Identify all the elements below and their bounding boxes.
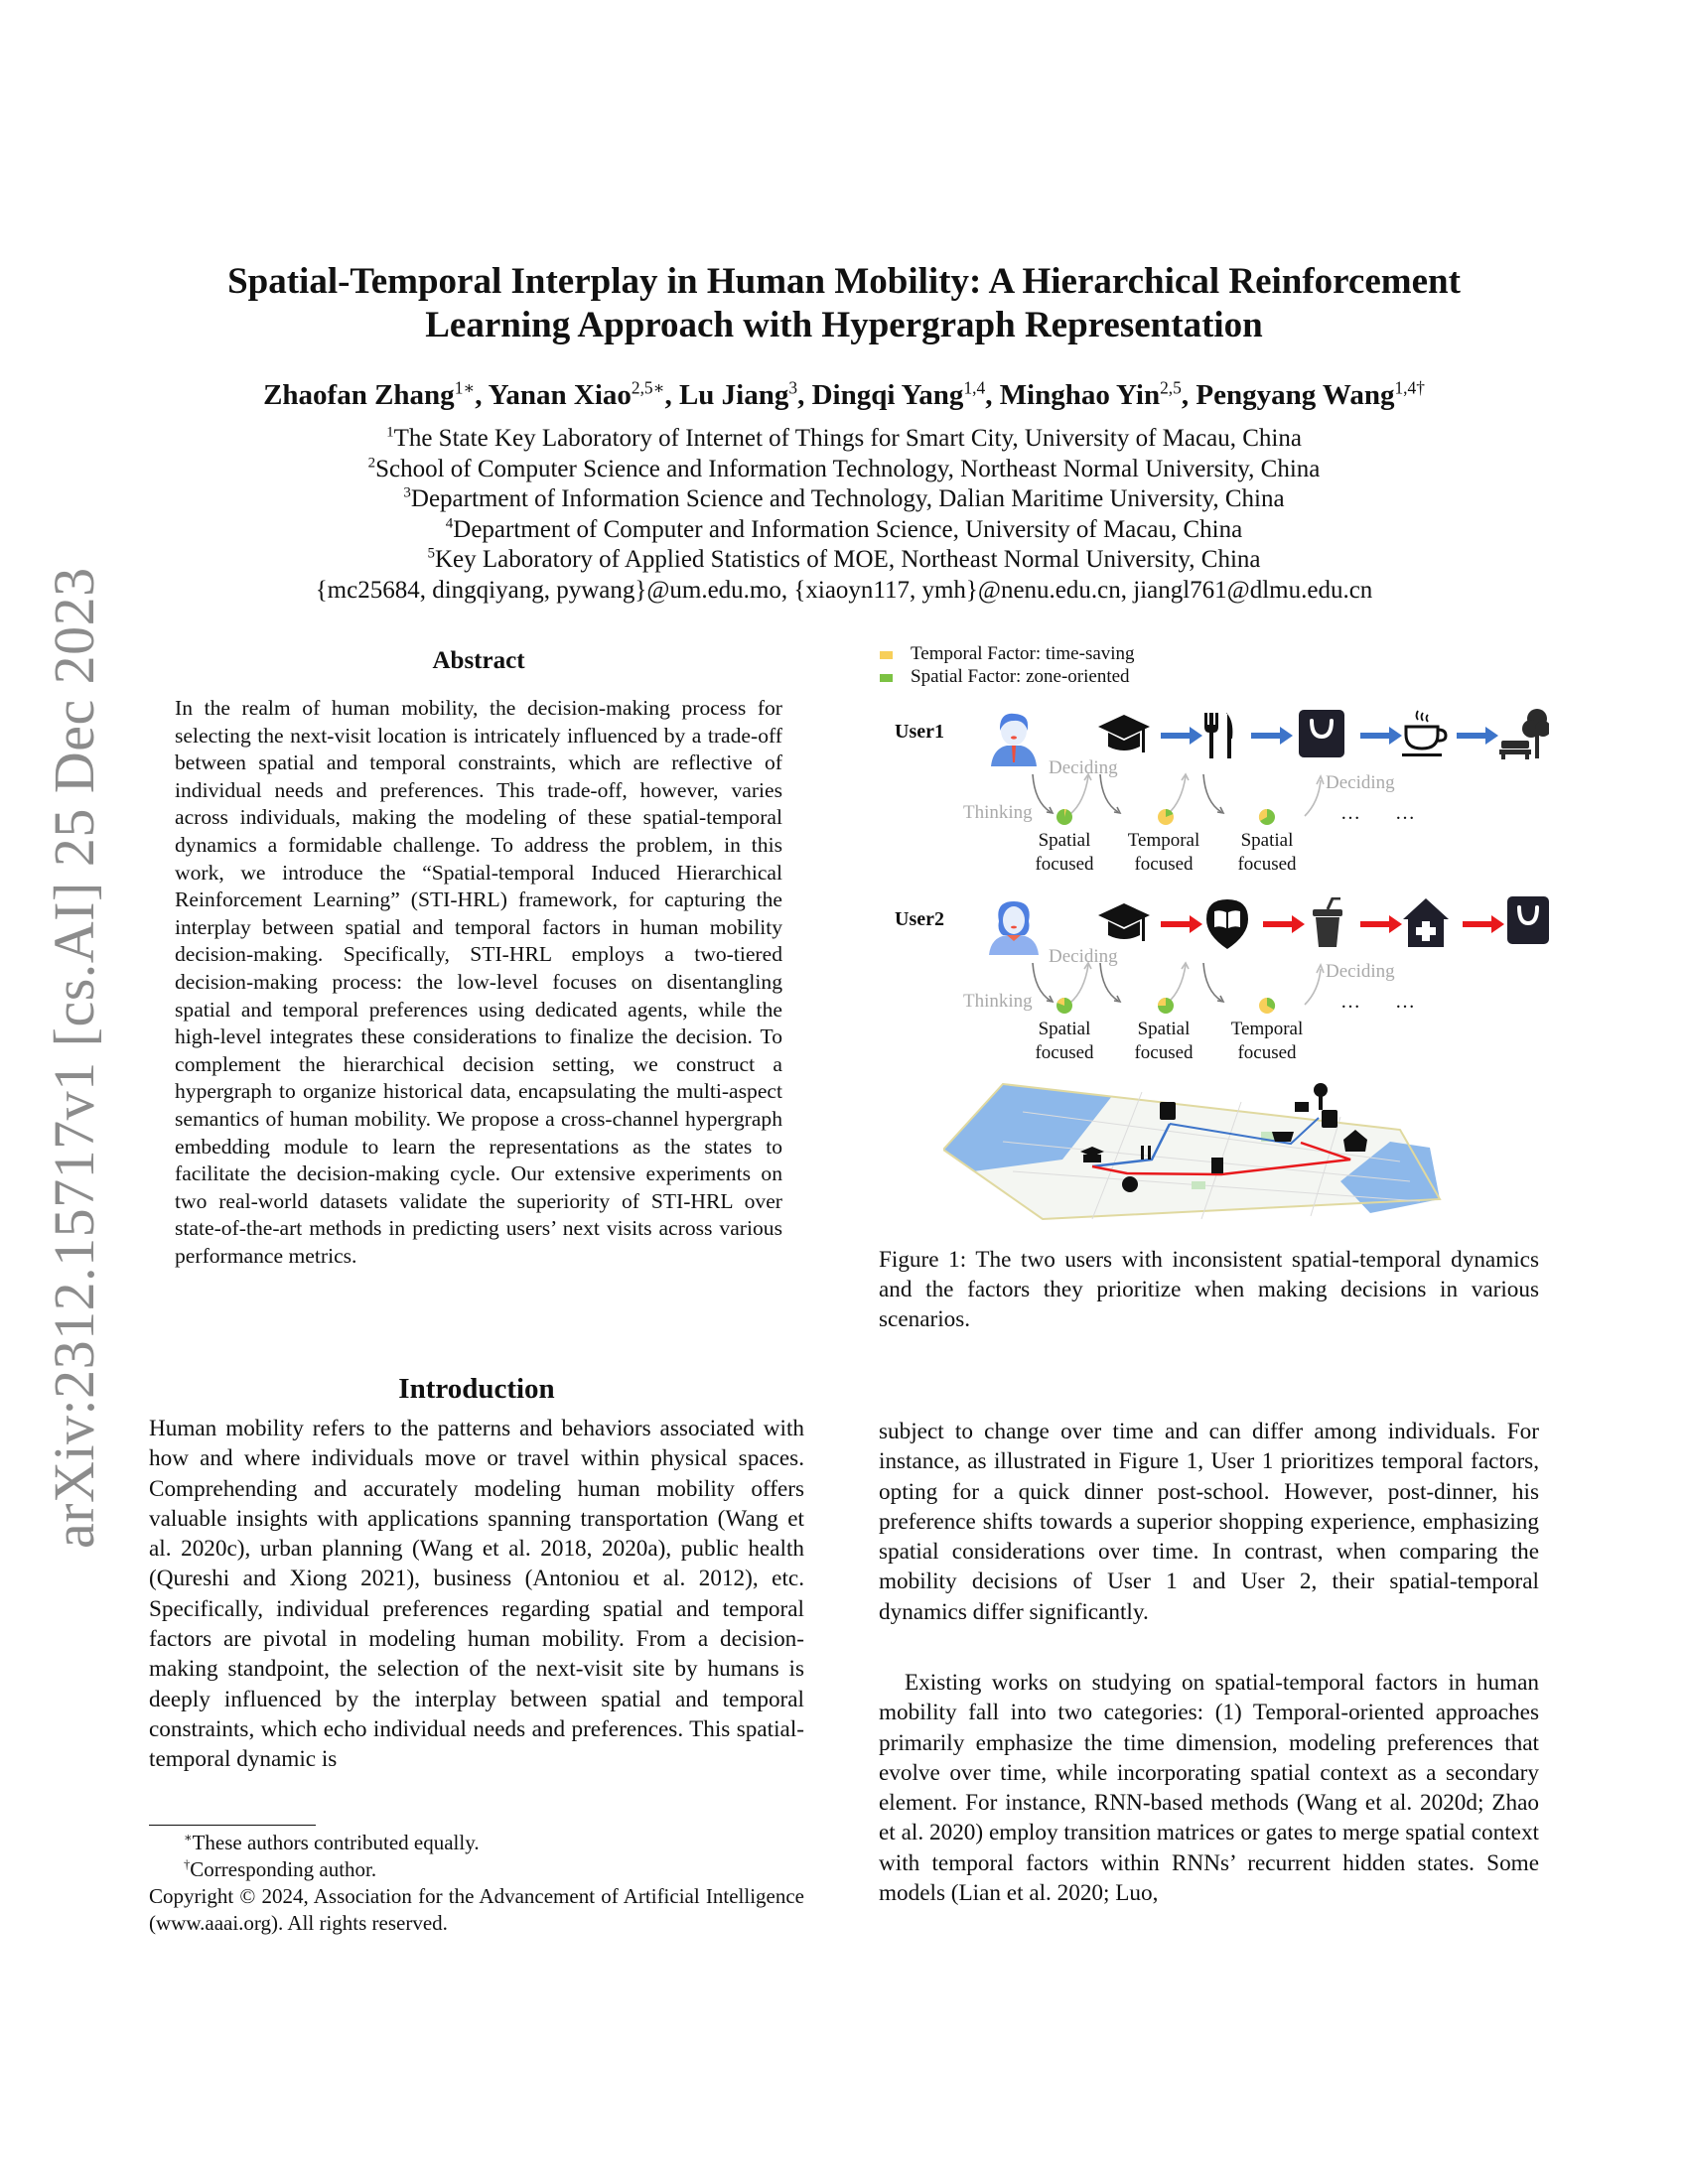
spatial-pie-icon bbox=[1157, 997, 1175, 1015]
introduction-heading: Introduction bbox=[398, 1373, 555, 1405]
shopping-bag-icon bbox=[1298, 709, 1345, 758]
transition-arrow-blue bbox=[1457, 733, 1486, 739]
figure-1 bbox=[874, 643, 1549, 1229]
ellipsis: … bbox=[1340, 802, 1362, 824]
library-pin-icon bbox=[1204, 897, 1250, 951]
user2-label: User2 bbox=[895, 908, 944, 930]
affiliation: $^2$School of Computer Science and Information Technology, Northeast Normal University, China bbox=[367, 455, 1321, 482]
abstract-body: In the realm of human mobility, the decision-making process for selecting the next-visit location is intricately influenced by a trade-off between spatial and temporal constraints, which are reflective of individual needs and preferences. This trade-off, however, varies across individuals, making the modeling of these spatial-temporal dynamics a formidable challenge. To address the problem, in this work, we introduce the “Spatial-temporal Induced Hierarchical Reinforcement Learning” (STI-HRL) framework, for capturing the interplay between spatial and temporal factors in human mobility decision-making. Specifically, STI-HRL employs a two-tiered decision-making process: the low-level focuses on disentangling spatial and temporal preferences using dedicated agents, while the high-level integrates these considerations to finalize the decision. To complement the hierarchical decision setting, we construct a hypergraph to organize historical data, encapsulating the multi-aspect semantics of human mobility. We propose a cross-channel hypergraph embedding module to learn the representations as the states to facilitate the decision-making cycle. Our extensive experiments on two real-world datasets validate the superiority of STI-HRL over state-of-the-art methods in predicting users’ next visits across various performance metrics. bbox=[175, 696, 782, 1268]
footnote-rule bbox=[149, 1825, 316, 1826]
park-bench-tree-icon bbox=[1499, 705, 1549, 760]
copyright-notice: Copyright © 2024, Association for the Advancement of Artificial Intelligence (www.aaai.org). All rights reserved. bbox=[149, 1884, 804, 1935]
affiliation: $^3$Department of Information Science and Technology, Dalian Maritime University, China bbox=[403, 484, 1285, 512]
temporal-pie-icon bbox=[1258, 997, 1276, 1015]
fork-knife-icon bbox=[1201, 711, 1237, 760]
author: Pengyang Wang$^{1,4\dagger}$ bbox=[1196, 377, 1425, 411]
thinking-label: Thinking bbox=[963, 991, 1033, 1012]
transition-arrow-red bbox=[1360, 921, 1390, 927]
author-list: Zhaofan Zhang$^{1∗}$, Yanan Xiao$^{2,5∗}$, Lu Jiang$^3$, Dingqi Yang$^{1,4}$, Minghao Yin$^{2,5}$, Pengyang Wang$^{1,4\dagger}$ bbox=[263, 377, 1425, 411]
introduction-paragraph-1-continued: subject to change over time and can differ among individuals. For instance, as illustrated in Figure 1, User 1 prioritizes temporal factors, opting for a quick dinner post-school. However, post-dinner, his preference shifts towards a superior shopping experience, emphasizing spatial considerations over time. In contrast, when comparing the mobility decisions of User 1 and User 2, their spatial-temporal dynamics differ significantly. bbox=[879, 1419, 1539, 1625]
decision-flow-arrows bbox=[1023, 762, 1360, 832]
footnote-corresponding-author: †Corresponding author. bbox=[184, 1857, 377, 1881]
author: Minghao Yin$^{2,5}$ bbox=[999, 377, 1182, 411]
title-line-2: Learning Approach with Hypergraph Representation bbox=[425, 305, 1263, 345]
footnotes bbox=[149, 1830, 804, 1937]
figure-1-caption: Figure 1: The two users with inconsistent spatial-temporal dynamics and the factors they prioritize when making decisions in various scenarios. bbox=[879, 1247, 1539, 1332]
author: Lu Jiang$^3$ bbox=[678, 377, 798, 411]
abstract-heading: Abstract bbox=[432, 647, 525, 674]
focus-label: Spatial focused bbox=[1237, 830, 1297, 875]
temporal-swatch-icon bbox=[880, 651, 893, 659]
legend-item-temporal: Temporal Factor: time-saving bbox=[880, 643, 1135, 665]
deciding-label: Deciding bbox=[1326, 772, 1395, 793]
deciding-label: Deciding bbox=[1049, 946, 1118, 967]
graduation-cap-icon bbox=[1098, 901, 1150, 947]
thinking-label: Thinking bbox=[963, 802, 1033, 823]
male-user-avatar-icon bbox=[985, 709, 1043, 766]
focus-label: Spatial focused bbox=[1035, 830, 1094, 875]
legend-item-spatial: Spatial Factor: zone-oriented bbox=[880, 666, 1130, 688]
transition-arrow-red bbox=[1263, 921, 1293, 927]
city-map-trajectory-illustration bbox=[943, 1072, 1470, 1221]
hospital-icon bbox=[1402, 897, 1450, 949]
decision-flow-arrows bbox=[1023, 951, 1360, 1021]
deciding-label: Deciding bbox=[1049, 757, 1118, 778]
arxiv-identifier-stamp: arXiv:2312.15717v1 [cs.AI] 25 Dec 2023 bbox=[42, 567, 106, 1549]
spatial-pie-icon bbox=[1055, 997, 1073, 1015]
author-emails: {mc25684, dingqiyang, pywang}@um.edu.mo, {xiaoyn117, ymh}@nenu.edu.cn, jiangl761@dlmu.edu.cn bbox=[315, 576, 1373, 604]
transition-arrow-red bbox=[1161, 921, 1191, 927]
spatial-pie-icon bbox=[1055, 808, 1073, 826]
affiliation: $^1$The State Key Laboratory of Internet of Things for Smart City, University of Macau, China bbox=[386, 424, 1302, 452]
paper-title bbox=[149, 260, 1539, 347]
affiliation-list bbox=[149, 424, 1539, 606]
introduction-paragraph-2: Existing works on studying on spatial-temporal factors in human mobility fall into two categories: (1) Temporal-oriented approaches primarily emphasize the time dimension, modeling preferences that evolve over time, while incorporating spatial context as a secondary element. For instance, RNN-based methods (Wang et al. 2020d; Zhao et al. 2020) employ transition matrices or gates to merge spatial context with temporal factors within RNNs’ recurrent hidden states. Some models (Lian et al. 2020; Luo, bbox=[879, 1670, 1539, 1907]
author: Dingqi Yang$^{1,4}$ bbox=[811, 377, 986, 411]
temporal-pie-icon bbox=[1157, 808, 1175, 826]
focus-label: Spatial focused bbox=[1134, 1019, 1194, 1063]
deciding-label: Deciding bbox=[1326, 961, 1395, 982]
author: Zhaofan Zhang$^{1∗}$ bbox=[263, 377, 476, 411]
ellipsis: … bbox=[1395, 802, 1417, 824]
introduction-paragraph-1: Human mobility refers to the patterns and behaviors associated with how and where individuals move or travel within physical spaces. Comprehending and accurately modeling human mobility offers valuable insights with applications spanning transportation (Wang et al. 2020c), urban planning (Wang et al. 2018, 2020a), public health (Qureshi and Xiong 2021), business (Antoniou et al. 2012), etc. Specifically, individual preferences regarding spatial and temporal factors are pivotal in modeling human mobility. From a decision-making standpoint, the selection of the next-visit site by humans is deeply influenced by the interplay between spatial and temporal constraints, which echo individual needs and preferences. This spatial-temporal dynamic is bbox=[149, 1416, 804, 1773]
transition-arrow-blue bbox=[1360, 733, 1390, 739]
focus-label: Spatial focused bbox=[1035, 1019, 1094, 1063]
drink-cup-icon bbox=[1311, 897, 1344, 949]
transition-arrow-blue bbox=[1251, 733, 1281, 739]
footnote-equal-contribution: ∗These authors contributed equally. bbox=[184, 1831, 480, 1854]
focus-label: Temporal focused bbox=[1230, 1019, 1304, 1063]
spatial-swatch-icon bbox=[880, 674, 893, 682]
ellipsis: … bbox=[1340, 991, 1362, 1013]
affiliation: $^5$Key Laboratory of Applied Statistics of MOE, Northeast Normal University, China bbox=[427, 545, 1261, 573]
ellipsis: … bbox=[1395, 991, 1417, 1013]
user1-label: User1 bbox=[895, 721, 944, 743]
coffee-cup-icon bbox=[1402, 709, 1448, 758]
focus-label: Temporal focused bbox=[1127, 830, 1200, 875]
transition-arrow-red bbox=[1463, 921, 1492, 927]
shopping-bag-icon bbox=[1506, 895, 1550, 945]
author: Yanan Xiao$^{2,5∗}$ bbox=[488, 377, 665, 411]
graduation-cap-icon bbox=[1098, 713, 1150, 758]
spatial-pie-icon bbox=[1258, 808, 1276, 826]
female-user-avatar-icon bbox=[985, 897, 1043, 955]
title-line-1: Spatial-Temporal Interplay in Human Mobility: A Hierarchical Reinforcement bbox=[227, 261, 1461, 302]
transition-arrow-blue bbox=[1161, 733, 1191, 739]
affiliation: $^4$Department of Computer and Information Science, University of Macau, China bbox=[445, 515, 1243, 543]
